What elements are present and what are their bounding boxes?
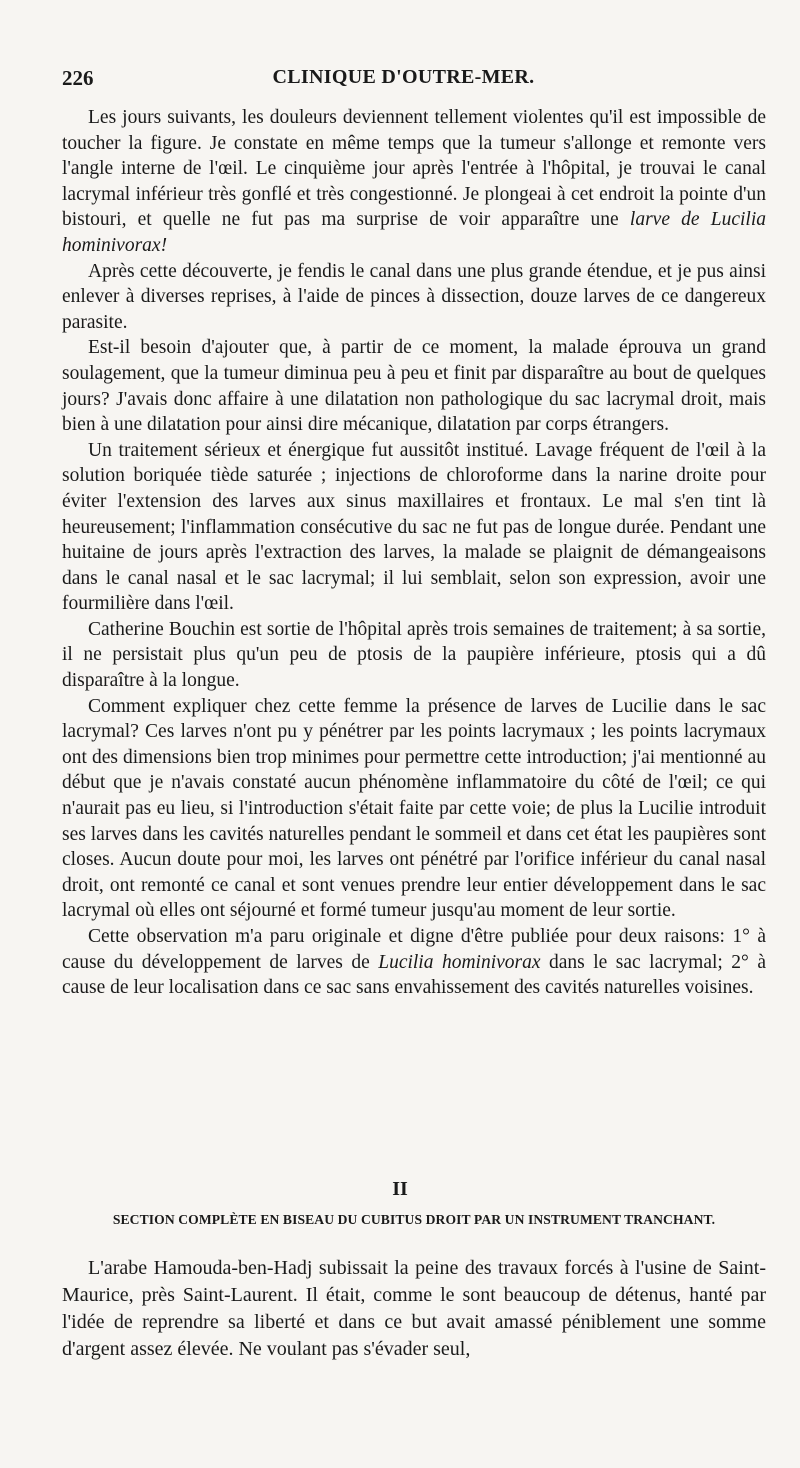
body-text <box>62 105 766 1001</box>
paragraph: L'arabe Hamouda-ben-Hadj subissait la peine des travaux forcés à l'usine de Saint-Maurice, près Saint-Laurent. Il était, comme le sont beaucoup de détenus, hanté par l'idée de reprendre sa liberté et dans ce but avait amassé péniblement une somme d'argent assez élevée. Ne voulant pas s'évader seul, <box>62 1257 766 1360</box>
paragraph: Est-il besoin d'ajouter que, à partir de ce moment, la malade éprouva un grand soulagement, que la tumeur diminua peu à peu et finit par disparaître au bout de quelques jours? J'avais donc affaire à une dilatation non pathologique du sac lacrymal droit, mais bien à une dilatation pour ainsi dire mécanique, dilatation par corps étrangers. <box>62 337 766 436</box>
running-head: CLINIQUE D'OUTRE-MER. <box>272 66 535 88</box>
section-body-text <box>62 1255 766 1363</box>
paragraph: Cette observation m'a paru originale et digne d'être publiée pour deux raisons: 1° à cause du développement de larves de Lucilia hominivorax dans le sac lacrymal; 2° à cause de leur localisation dans ce sac sans envahissement des cavités naturelles voisines. <box>62 926 766 999</box>
paragraph: Les jours suivants, les douleurs deviennent tellement violentes qu'il est impossible de toucher la figure. Je constate en même temps que la tumeur s'allonge et remonte vers l'angle interne de l'œil. Le cinquième jour après l'entrée à l'hôpital, je trouvai le canal lacrymal inférieur très gonflé et très congestionné. Je plongeai à cet endroit la pointe d'un bistouri, et quelle ne fut pas ma surprise de voir apparaître une larve de Lucilia hominivorax! <box>62 107 766 256</box>
section-number: II <box>392 1178 408 1200</box>
paragraph: Catherine Bouchin est sortie de l'hôpital après trois semaines de traitement; à sa sortie, il ne persistait plus qu'un peu de ptosis de la paupière inférieure, ptosis qui a dû disparaître à la longue. <box>62 618 766 692</box>
page-header <box>62 66 745 96</box>
section-title: SECTION COMPLÈTE EN BISEAU DU CUBITUS DROIT PAR UN INSTRUMENT TRANCHANT. <box>112 1212 716 1227</box>
paragraph: Comment expliquer chez cette femme la présence de larves de Lucilie dans le sac lacrymal? Ces larves n'ont pu y pénétrer par les points lacrymaux ; les points lacrymaux ont des dimensions bien trop minimes pour permettre cette introduction; j'ai mentionné au début que je n'avais constaté aucun phénomène inflammatoire du côté de l'œil; ce qui n'aurait pas eu lieu, si l'introduction s'était faite par cette voie; de plus la Lucilie introduit ses larves dans les cavités naturelles pendant le sommeil et dans cet état les paupières sont closes. Aucun doute pour moi, les larves ont pénétré par l'orifice inférieur du canal nasal droit, ont remonté ce canal et sont venues prendre leur entier développement dans le sac lacrymal où elles ont séjourné et formé tumeur jusqu'au moment de leur sortie. <box>62 695 766 922</box>
page-number: 226 <box>62 66 94 90</box>
paragraph: Un traitement sérieux et énergique fut aussitôt institué. Lavage fréquent de l'œil à la solution boriquée tiède saturée ; injections de chloroforme dans la narine droite pour éviter l'extension des larves aux sinus maxillaires et frontaux. Le mal s'en tint là heureusement; l'inflammation consécutive du sac ne fut pas de longue durée. Pendant une huitaine de jours après l'extraction des larves, la malade se plaignit de démangeaisons dans le canal nasal et le sac lacrymal; il lui semblait, selon son expression, avoir une fourmilière dans l'œil. <box>62 439 766 615</box>
paragraph: Après cette découverte, je fendis le canal dans une plus grande étendue, et je pus ainsi enlever à diverses reprises, à l'aide de pinces à dissection, douze larves de ce dangereux parasite. <box>62 260 766 333</box>
